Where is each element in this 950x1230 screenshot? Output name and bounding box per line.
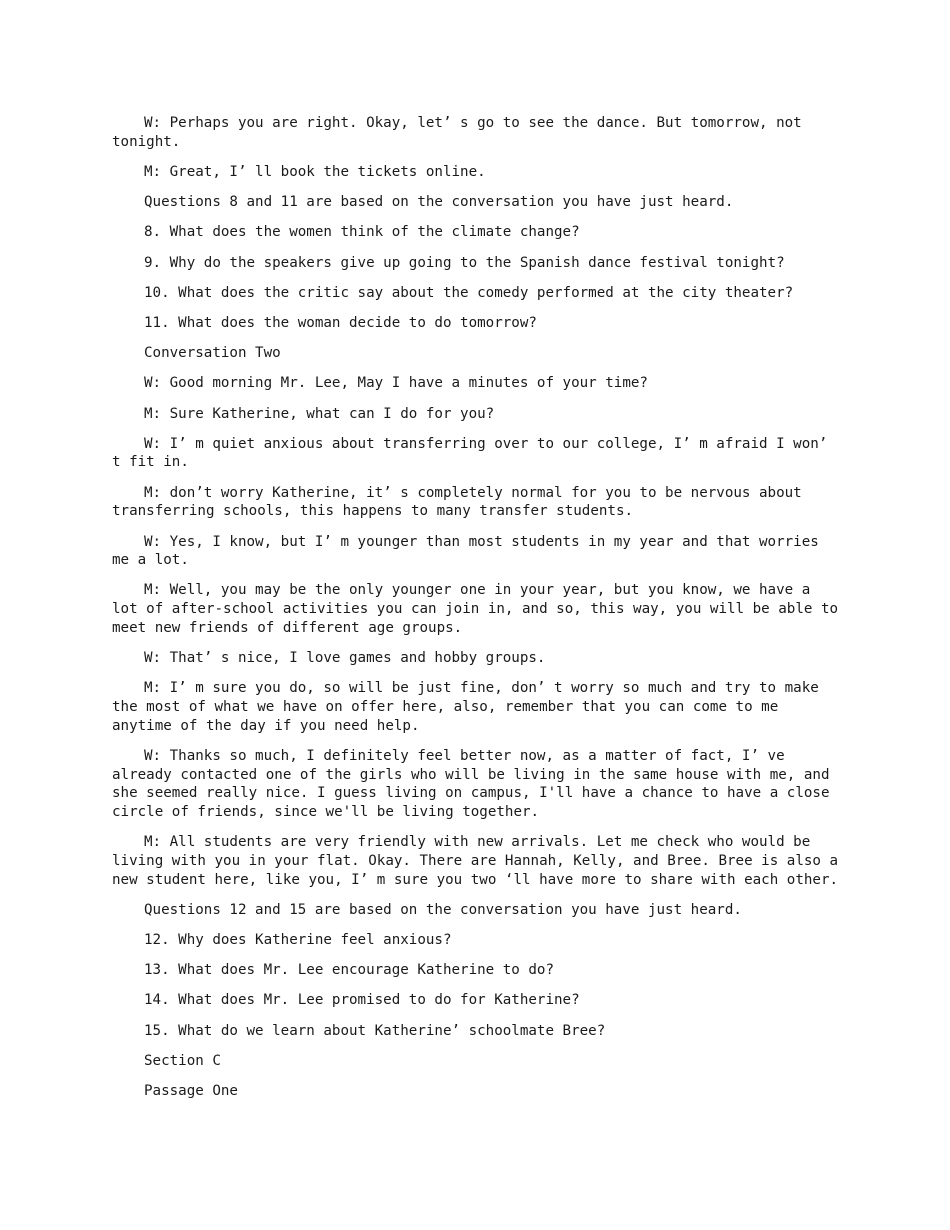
dialogue-line: M: don’t worry Katherine, it’ s completely normal for you to be nervous about transferring schools, this happens to many transfer students. xyxy=(112,484,802,520)
dialogue-line: M: Sure Katherine, what can I do for you? xyxy=(144,405,495,422)
questions-intro: Questions 8 and 11 are based on the conversation you have just heard. xyxy=(144,194,734,211)
question-8: 8. What does the women think of the climate change? xyxy=(144,224,580,241)
dialogue-line: M: Well, you may be the only younger one in your year, but you know, we have a lot of after-school activities you can join in, and so, this way, you will be able to meet new friends of different age groups. xyxy=(112,582,839,636)
dialogue-line: W: Yes, I know, but I’ m younger than most students in my year and that worries me a lot. xyxy=(112,533,819,569)
dialogue-line: W: That’ s nice, I love games and hobby groups. xyxy=(144,650,546,667)
section-heading: Section C xyxy=(144,1052,221,1069)
dialogue-line: W: Thanks so much, I definitely feel better now, as a matter of fact, I’ ve already contacted one of the girls who will be living in the same house with me, and she seemed really nice. I guess living on campus, I'll have a chance to have a close circle of friends, since we'll be living together. xyxy=(112,747,830,820)
question-13: 13. What does Mr. Lee encourage Katherine to do? xyxy=(144,962,554,979)
question-12: 12. Why does Katherine feel anxious? xyxy=(144,932,452,948)
passage-heading: Passage One xyxy=(144,1083,238,1100)
question-11: 11. What does the woman decide to do tomorrow? xyxy=(144,314,537,331)
dialogue-line: W: Good morning Mr. Lee, May I have a minutes of your time? xyxy=(144,375,648,392)
document-page xyxy=(112,114,842,1112)
question-9: 9. Why do the speakers give up going to the Spanish dance festival tonight? xyxy=(144,254,785,271)
question-14: 14. What does Mr. Lee promised to do for Katherine? xyxy=(144,992,580,1009)
dialogue-line: W: Perhaps you are right. Okay, let’ s go to see the dance. But tomorrow, not tonight. xyxy=(112,115,802,150)
questions-intro: Questions 12 and 15 are based on the conversation you have just heard. xyxy=(144,901,742,918)
dialogue-line: W: I’ m quiet anxious about transferring over to our college, I’ m afraid I won’ t fit in. xyxy=(112,435,828,471)
dialogue-line: M: Great, I’ ll book the tickets online. xyxy=(144,163,486,180)
dialogue-line: M: All students are very friendly with new arrivals. Let me check who would be living with you in your flat. Okay. There are Hannah, Kelly, and Bree. Bree is also a new student here, like you, I’ m sure you two ‘ll have more to share with each other. xyxy=(112,834,839,888)
question-10: 10. What does the critic say about the comedy performed at the city theater? xyxy=(144,284,794,301)
section-heading: Conversation Two xyxy=(144,345,281,362)
dialogue-line: M: I’ m sure you do, so will be just fine, don’ t worry so much and try to make the most of what we have on offer here, also, remember that you can come to me anytime of the day if you need help. xyxy=(112,680,819,734)
question-15: 15. What do we learn about Katherine’ schoolmate Bree? xyxy=(144,1022,606,1039)
